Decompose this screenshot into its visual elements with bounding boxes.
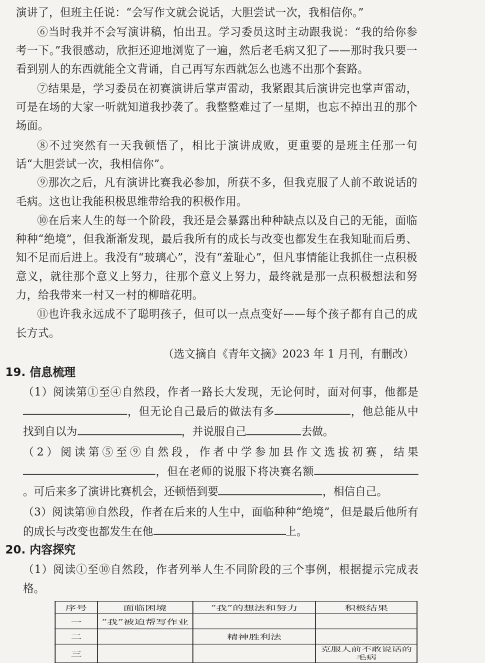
paragraph-6: ⑥当时我并不会写演讲稿，怕出丑。学习委员这时主动跟我说：“我的给你参考一下。”我很感动，欣拒还迎地浏览了一遍，然后老毛病又犯了——那时我只要一看到别人的东西就能全文背诵，自己再写东西就怎么也逃不出那个套路。: [15, 25, 418, 75]
q19-item-1: （1）阅读第①至④自然段，作者一路长大发现，无论何时，面对何事，他都是，但无论自己最后的做法有多 ，他总能从中找到自以为 ，并说服自己 去做。: [22, 385, 419, 438]
row-number: 三: [55, 644, 97, 663]
table-header-row: [55, 601, 417, 613]
q20-item-1: （1）阅读①至⑩自然段，作者列举人生不同阶段的三个事例，根据提示完成表格。: [22, 562, 419, 595]
table-row: [55, 628, 417, 643]
answer-blank[interactable]: [23, 462, 155, 475]
table-row: [55, 613, 417, 628]
row-number: 一: [55, 613, 97, 628]
source-citation: （选文摘自《青年文摘》2023 年 1 月刊，有删改）: [162, 347, 414, 360]
paragraph-11: ⑪也许我永远成不了聪明孩子，但可以一点点变好——每个孩子都有自己的成长方式。: [15, 308, 418, 340]
header-dilemma: 面临困境: [97, 601, 192, 613]
answer-table: [55, 601, 418, 663]
answer-cell[interactable]: [316, 613, 417, 628]
question-20-heading: 20. 内容探究: [5, 543, 76, 557]
table-row: [55, 644, 417, 663]
answer-blank[interactable]: [153, 522, 285, 535]
cell-dilemma: “我”被迫帮写作业: [97, 613, 192, 628]
answer-cell[interactable]: [193, 644, 316, 663]
answer-blank[interactable]: [218, 481, 322, 494]
answer-cell[interactable]: [316, 628, 417, 643]
answer-cell[interactable]: [97, 628, 192, 643]
header-effort: “我”的想法和努力: [193, 601, 316, 613]
paragraph-5-end: 演讲了，但班主任说：“会写作文就会说话，大胆尝试一次，我相信你。”: [15, 6, 364, 19]
paragraph-10: ⑩在后来人生的每一个阶段，我还是会暴露出种种缺点以及自己的无能，面临种种“绝境”，但我渐渐发现，最后我所有的成长与改变也都发生在我知耻而后勇、知不足而后进上。我没有“玻璃心”，没有“羞耻心”，但凡事情能让我抓住一点积极意义，就往那个意义上努力，往那个意义上努力，最终就是那一点积极想法和努力，给我带来一村又一村的柳暗花明。: [15, 214, 418, 302]
paragraph-8: ⑧不过突然有一天我顿悟了，相比于演讲成败，更重要的是班主任那一句话“大胆尝试一次，我相信你”。: [15, 139, 418, 171]
answer-blank[interactable]: [77, 421, 181, 434]
header-result: 积极结果: [316, 601, 417, 613]
paragraph-9: ⑨那次之后，凡有演讲比赛我必参加，所获不多，但我克服了人前不敢说话的毛病。这也让我能积极思维带给我的积极作用。: [15, 176, 418, 208]
q19-item-2: （2）阅读第⑤至⑨自然段，作者中学参加县作文选拔初赛，结果，但在老师的说服下将决赛名额。可后来多了演讲比赛机会，还顿悟到要 ，相信自己。: [22, 445, 419, 498]
answer-blank[interactable]: [23, 402, 127, 415]
q19-item-3: （3）阅读第⑩自然段，作者在后来的人生中，面临种种“绝境”，但是最后他所有的成长与改变也都发生在他 上。: [22, 505, 419, 538]
answer-cell[interactable]: [193, 613, 316, 628]
row-number: 二: [55, 628, 97, 643]
header-number: 序号: [55, 601, 97, 613]
cell-result: 克服人前不敢说话的毛病: [316, 644, 417, 663]
paragraph-7: ⑦结果是，学习委员在初赛演讲后掌声雷动，我紧跟其后演讲完也掌声雷动，可是在场的大家一听就知道我抄袭了。我整整难过了一星期，也忘不掉出丑的那个场面。: [15, 82, 418, 132]
answer-cell[interactable]: [97, 644, 192, 663]
question-19-heading: 19. 信息梳理: [5, 365, 76, 380]
answer-blank[interactable]: [247, 421, 302, 434]
cell-effort: 精神胜利法: [193, 628, 316, 643]
answer-blank[interactable]: [314, 462, 418, 475]
answer-blank[interactable]: [275, 402, 351, 415]
